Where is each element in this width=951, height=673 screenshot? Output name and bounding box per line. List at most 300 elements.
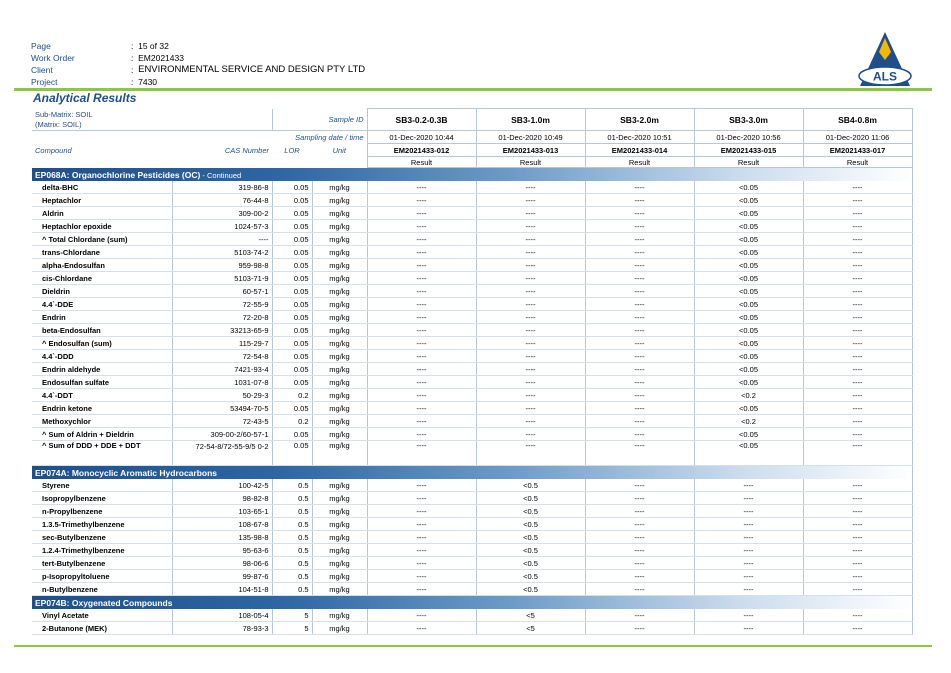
result-value: ----	[803, 233, 912, 246]
result-value: ----	[585, 557, 694, 570]
result-value: ----	[694, 570, 803, 583]
result-value: ----	[367, 557, 476, 570]
result-value: ----	[367, 324, 476, 337]
unit-value: mg/kg	[312, 298, 367, 311]
result-value: ----	[585, 479, 694, 492]
lor-value: 0.05	[272, 350, 312, 363]
result-value: ----	[585, 298, 694, 311]
work-order-label: Work Order	[31, 53, 75, 63]
unit-value: mg/kg	[312, 557, 367, 570]
lor-value: 5	[272, 622, 312, 635]
result-value: <0.05	[694, 363, 803, 376]
table-row	[32, 441, 912, 466]
page-number: 15 of 32	[138, 41, 169, 51]
cas-number: 319-86-8	[172, 181, 272, 194]
client-label: Client	[31, 65, 53, 75]
result-value: ----	[367, 285, 476, 298]
sample-id-label: Sample ID	[272, 109, 367, 131]
result-value: ----	[367, 609, 476, 622]
compound-name: ^ Sum of Aldrin + Dieldrin	[32, 428, 172, 441]
table-row	[32, 350, 912, 363]
compound-name: Methoxychlor	[32, 415, 172, 428]
result-value: ----	[694, 544, 803, 557]
cas-number: 5103-71-9	[172, 272, 272, 285]
cas-number: 108-05-4	[172, 609, 272, 622]
result-value: ----	[803, 376, 912, 389]
lab-id-1: EM2021433-012	[367, 144, 476, 157]
lor-value: 0.5	[272, 505, 312, 518]
result-value: ----	[476, 363, 585, 376]
result-value: ----	[367, 350, 476, 363]
lor-value: 0.05	[272, 233, 312, 246]
lor-value: 0.5	[272, 544, 312, 557]
cas-number: 104-51-8	[172, 583, 272, 596]
sample-date-5: 01-Dec-2020 11:06	[803, 131, 912, 144]
result-value: <0.5	[476, 518, 585, 531]
compound-header: Compound	[35, 145, 72, 155]
cas-number: 72-55-9	[172, 298, 272, 311]
cas-number: 95-63-6	[172, 544, 272, 557]
unit-value: mg/kg	[312, 622, 367, 635]
unit-header: Unit	[332, 145, 346, 155]
lor-value: 0.5	[272, 518, 312, 531]
lor-value: 0.05	[272, 272, 312, 285]
result-value: ----	[585, 220, 694, 233]
group-header	[32, 168, 912, 182]
result-value: ----	[585, 311, 694, 324]
colon: :	[131, 53, 134, 63]
unit-value: mg/kg	[312, 207, 367, 220]
lor-value: 0.2	[272, 389, 312, 402]
logo-text: ALS	[873, 69, 897, 84]
project-value: 7430	[138, 77, 158, 87]
table-row	[32, 531, 912, 544]
cas-number: ----	[172, 233, 272, 246]
unit-value: mg/kg	[312, 350, 367, 363]
result-value: ----	[367, 272, 476, 285]
compound-name: Heptachlor epoxide	[32, 220, 172, 233]
result-label-3: Result	[585, 157, 694, 168]
unit-value: mg/kg	[312, 194, 367, 207]
result-value: ----	[585, 518, 694, 531]
result-value: ----	[585, 285, 694, 298]
cas-number: 7421-93-4	[172, 363, 272, 376]
result-value: <0.5	[476, 479, 585, 492]
result-value: ----	[694, 531, 803, 544]
table-row	[32, 298, 912, 311]
sample-id-2: SB3-1.0m	[476, 109, 585, 131]
cas-number: 60-57-1	[172, 285, 272, 298]
unit-value: mg/kg	[312, 363, 367, 376]
table-row	[32, 207, 912, 220]
cas-number: 309-00-2/60-57-1	[172, 428, 272, 441]
cas-number: 1031-07-8	[172, 376, 272, 389]
unit-value: mg/kg	[312, 324, 367, 337]
cas-number: 72-43-5	[172, 415, 272, 428]
result-value: ----	[803, 337, 912, 350]
lab-id-4: EM2021433-015	[694, 144, 803, 157]
unit-value: mg/kg	[312, 246, 367, 259]
group-header	[32, 596, 912, 610]
result-value: <0.05	[694, 350, 803, 363]
result-value: ----	[476, 350, 585, 363]
results-body	[32, 168, 912, 635]
result-value: ----	[585, 570, 694, 583]
lor-value: 0.5	[272, 479, 312, 492]
result-value: ----	[694, 609, 803, 622]
footer-divider	[14, 645, 932, 647]
result-value: ----	[476, 285, 585, 298]
result-value: <0.05	[694, 246, 803, 259]
table-row	[32, 324, 912, 337]
result-value: ----	[585, 246, 694, 259]
result-value: ----	[803, 622, 912, 635]
lor-value: 0.2	[272, 415, 312, 428]
report-header	[31, 40, 365, 88]
table-row	[32, 583, 912, 596]
cas-number: 309-00-2	[172, 207, 272, 220]
lor-value: 0.05	[272, 298, 312, 311]
result-value: ----	[367, 363, 476, 376]
lor-value: 0.05	[272, 207, 312, 220]
compound-name: tert-Butylbenzene	[32, 557, 172, 570]
cas-number: 108-67-8	[172, 518, 272, 531]
result-value: <0.05	[694, 181, 803, 194]
lor-value: 0.05	[272, 181, 312, 194]
compound-name: p-Isopropyltoluene	[32, 570, 172, 583]
result-label-2: Result	[476, 157, 585, 168]
compound-name: 4.4`-DDE	[32, 298, 172, 311]
table-row	[32, 479, 912, 492]
lor-value: 0.05	[272, 285, 312, 298]
result-value: ----	[694, 505, 803, 518]
unit-value: mg/kg	[312, 389, 367, 402]
result-value: ----	[367, 220, 476, 233]
compound-name: Endrin	[32, 311, 172, 324]
result-value: ----	[803, 505, 912, 518]
result-value: ----	[694, 557, 803, 570]
lor-value: 0.05	[272, 376, 312, 389]
result-value: ----	[476, 259, 585, 272]
lor-value: 0.5	[272, 583, 312, 596]
lor-value: 0.5	[272, 531, 312, 544]
unit-value: mg/kg	[312, 311, 367, 324]
result-value: ----	[694, 622, 803, 635]
lor-value: 0.05	[272, 441, 312, 466]
compound-name: Isopropylbenzene	[32, 492, 172, 505]
cas-number: 103-65-1	[172, 505, 272, 518]
table-row	[32, 428, 912, 441]
compound-name: n-Propylbenzene	[32, 505, 172, 518]
result-value: ----	[585, 259, 694, 272]
result-value: ----	[585, 389, 694, 402]
unit-value: mg/kg	[312, 259, 367, 272]
unit-value: mg/kg	[312, 233, 367, 246]
cas-number: 72-20-8	[172, 311, 272, 324]
unit-value: mg/kg	[312, 181, 367, 194]
result-value: ----	[803, 570, 912, 583]
result-value: ----	[476, 402, 585, 415]
group-title: EP068A: Organochlorine Pesticides (OC)	[35, 169, 201, 180]
compound-name: 4.4`-DDT	[32, 389, 172, 402]
unit-value: mg/kg	[312, 415, 367, 428]
group-title: EP074A: Monocyclic Aromatic Hydrocarbons	[35, 467, 218, 478]
result-value: <0.2	[694, 389, 803, 402]
result-value: ----	[476, 337, 585, 350]
sample-date-4: 01-Dec-2020 10:56	[694, 131, 803, 144]
result-value: <0.05	[694, 207, 803, 220]
result-value: ----	[367, 479, 476, 492]
result-value: ----	[476, 415, 585, 428]
result-value: ----	[803, 531, 912, 544]
group-header	[32, 466, 912, 480]
result-label-4: Result	[694, 157, 803, 168]
result-value: ----	[367, 181, 476, 194]
compound-name: Dieldrin	[32, 285, 172, 298]
table-row	[32, 337, 912, 350]
table-row	[32, 285, 912, 298]
result-value: ----	[476, 428, 585, 441]
lor-value: 0.05	[272, 402, 312, 415]
result-label-5: Result	[803, 157, 912, 168]
header-divider	[14, 88, 932, 91]
result-value: ----	[476, 181, 585, 194]
compound-name: ^ Endosulfan (sum)	[32, 337, 172, 350]
result-value: ----	[367, 337, 476, 350]
table-row	[32, 402, 912, 415]
result-value: ----	[585, 505, 694, 518]
lab-id-3: EM2021433-014	[585, 144, 694, 157]
result-value: <0.05	[694, 272, 803, 285]
result-value: ----	[585, 376, 694, 389]
result-value: ----	[803, 363, 912, 376]
result-value: <0.5	[476, 583, 585, 596]
result-value: ----	[367, 492, 476, 505]
unit-value: mg/kg	[312, 505, 367, 518]
unit-value: mg/kg	[312, 583, 367, 596]
result-value: ----	[803, 272, 912, 285]
result-value: ----	[803, 492, 912, 505]
result-value: <5	[476, 609, 585, 622]
colon: :	[131, 65, 134, 75]
result-value: <0.05	[694, 324, 803, 337]
result-value: ----	[803, 181, 912, 194]
table-row	[32, 311, 912, 324]
work-order-value: EM2021433	[138, 53, 184, 63]
result-value: <0.05	[694, 337, 803, 350]
result-value: ----	[476, 194, 585, 207]
client-value: ENVIRONMENTAL SERVICE AND DESIGN PTY LTD	[138, 64, 366, 75]
compound-name: Heptachlor	[32, 194, 172, 207]
result-value: ----	[803, 557, 912, 570]
result-value: ----	[367, 246, 476, 259]
result-value: ----	[803, 220, 912, 233]
result-value: <0.05	[694, 285, 803, 298]
result-value: <0.05	[694, 233, 803, 246]
result-value: ----	[585, 194, 694, 207]
result-value: ----	[476, 441, 585, 466]
compound-name: 2-Butanone (MEK)	[32, 622, 172, 635]
table-row	[32, 557, 912, 570]
result-value: ----	[367, 259, 476, 272]
unit-value: mg/kg	[312, 285, 367, 298]
unit-value: mg/kg	[312, 492, 367, 505]
table-row	[32, 570, 912, 583]
lor-value: 0.05	[272, 428, 312, 441]
table-row	[32, 233, 912, 246]
result-value: <0.05	[694, 259, 803, 272]
table-row	[32, 505, 912, 518]
result-value: ----	[803, 518, 912, 531]
unit-value: mg/kg	[312, 220, 367, 233]
cas-number: 33213-65-9	[172, 324, 272, 337]
compound-name: 4.4`-DDD	[32, 350, 172, 363]
result-value: ----	[585, 363, 694, 376]
cas-number: 100-42-5	[172, 479, 272, 492]
result-value: <0.2	[694, 415, 803, 428]
result-value: ----	[476, 207, 585, 220]
result-value: <0.05	[694, 298, 803, 311]
result-value: <0.5	[476, 505, 585, 518]
result-value: ----	[585, 402, 694, 415]
result-value: ----	[803, 402, 912, 415]
lor-value: 0.05	[272, 194, 312, 207]
result-value: ----	[585, 544, 694, 557]
result-value: ----	[585, 324, 694, 337]
compound-name: Styrene	[32, 479, 172, 492]
results-table	[32, 108, 913, 635]
result-value: ----	[585, 492, 694, 505]
result-value: ----	[585, 609, 694, 622]
unit-value: mg/kg	[312, 272, 367, 285]
result-value: ----	[367, 233, 476, 246]
compound-name: alpha-Endosulfan	[32, 259, 172, 272]
result-value: ----	[694, 518, 803, 531]
result-value: ----	[585, 181, 694, 194]
unit-value: mg/kg	[312, 518, 367, 531]
result-value: ----	[803, 324, 912, 337]
unit-value: mg/kg	[312, 337, 367, 350]
cas-number: 72-54-8	[172, 350, 272, 363]
compound-name: trans-Chlordane	[32, 246, 172, 259]
result-value: ----	[803, 544, 912, 557]
sample-id-3: SB3-2.0m	[585, 109, 694, 131]
result-value: <0.05	[694, 311, 803, 324]
table-row	[32, 272, 912, 285]
result-value: <5	[476, 622, 585, 635]
compound-name: 1.2.4-Trimethylbenzene	[32, 544, 172, 557]
lor-value: 0.05	[272, 311, 312, 324]
cas-number: 135-98-8	[172, 531, 272, 544]
result-value: ----	[585, 337, 694, 350]
unit-value: mg/kg	[312, 376, 367, 389]
page-label: Page	[31, 41, 51, 51]
table-row	[32, 492, 912, 505]
result-value: ----	[585, 531, 694, 544]
table-row	[32, 389, 912, 402]
result-value: ----	[367, 544, 476, 557]
lab-id-5: EM2021433-017	[803, 144, 912, 157]
cas-number: 78-93-3	[172, 622, 272, 635]
compound-name: Endrin ketone	[32, 402, 172, 415]
result-value: ----	[367, 622, 476, 635]
unit-value: mg/kg	[312, 441, 367, 466]
sample-id-4: SB3-3.0m	[694, 109, 803, 131]
result-value: ----	[694, 492, 803, 505]
result-value: ----	[476, 272, 585, 285]
result-value: <0.5	[476, 557, 585, 570]
group-title: EP074B: Oxygenated Compounds	[35, 597, 173, 608]
compound-name: ^ Sum of DDD + DDE + DDT	[32, 441, 172, 466]
table-row	[32, 609, 912, 622]
cas-number: 98-82-8	[172, 492, 272, 505]
result-value: ----	[803, 259, 912, 272]
table-row	[32, 622, 912, 635]
table-row	[32, 181, 912, 194]
colon: :	[131, 77, 134, 87]
result-value: ----	[803, 479, 912, 492]
result-value: <0.5	[476, 531, 585, 544]
table-row	[32, 194, 912, 207]
result-value: ----	[803, 298, 912, 311]
cas-number: 1024-57-3	[172, 220, 272, 233]
result-value: ----	[803, 583, 912, 596]
unit-value: mg/kg	[312, 570, 367, 583]
table-row	[32, 518, 912, 531]
result-value: <0.05	[694, 441, 803, 466]
result-value: ----	[585, 622, 694, 635]
unit-value: mg/kg	[312, 609, 367, 622]
lab-id-2: EM2021433-013	[476, 144, 585, 157]
result-value: ----	[803, 389, 912, 402]
sample-id-1: SB3-0.2-0.3B	[367, 109, 476, 131]
compound-name: Aldrin	[32, 207, 172, 220]
sample-date-2: 01-Dec-2020 10:49	[476, 131, 585, 144]
result-value: ----	[694, 583, 803, 596]
compound-name: cis-Chlordane	[32, 272, 172, 285]
lor-value: 5	[272, 609, 312, 622]
result-value: ----	[367, 570, 476, 583]
sample-date-3: 01-Dec-2020 10:51	[585, 131, 694, 144]
result-value: ----	[803, 285, 912, 298]
table-row	[32, 544, 912, 557]
compound-name: Endosulfan sulfate	[32, 376, 172, 389]
sampling-label: Sampling date / time	[32, 131, 367, 144]
result-value: <0.05	[694, 402, 803, 415]
group-title-cell	[32, 466, 912, 480]
cas-number: 99-87-6	[172, 570, 272, 583]
unit-value: mg/kg	[312, 531, 367, 544]
result-value: ----	[585, 207, 694, 220]
group-title-cell	[32, 168, 912, 182]
compound-name: 1.3.5-Trimethylbenzene	[32, 518, 172, 531]
result-value: ----	[367, 505, 476, 518]
result-value: ----	[367, 415, 476, 428]
result-label-1: Result	[367, 157, 476, 168]
result-value: ----	[585, 350, 694, 363]
result-value: ----	[476, 324, 585, 337]
result-value: ----	[585, 272, 694, 285]
lor-value: 0.05	[272, 324, 312, 337]
result-value: ----	[367, 376, 476, 389]
cas-number: 53494-70-5	[172, 402, 272, 415]
result-value: <0.5	[476, 570, 585, 583]
result-value: ----	[803, 194, 912, 207]
lor-value: 0.05	[272, 337, 312, 350]
table-row	[32, 376, 912, 389]
unit-value: mg/kg	[312, 402, 367, 415]
table-row	[32, 246, 912, 259]
